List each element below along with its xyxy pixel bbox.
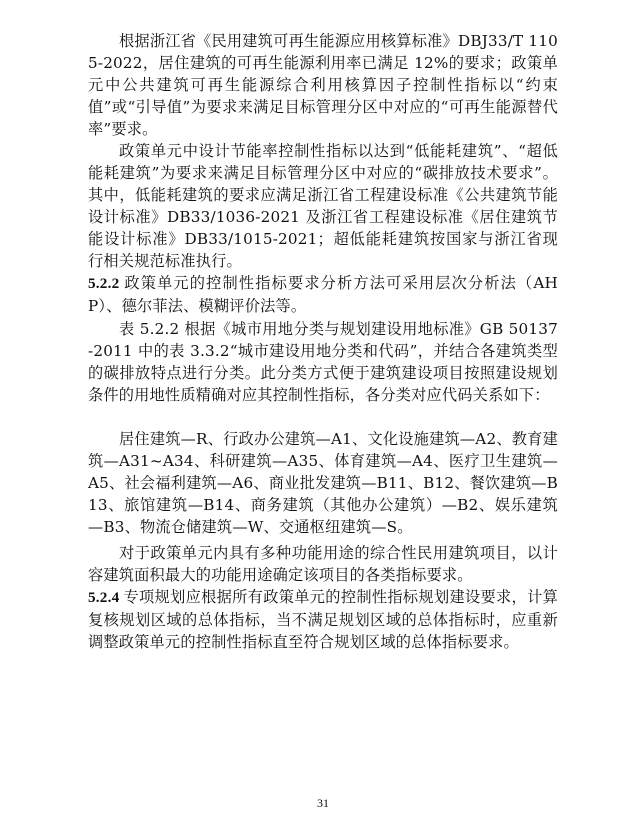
clause-text: 政策单元的控制性指标要求分析方法可采用层次分析法（AHP）、德尔菲法、模糊评价法等。 [88,274,558,315]
paragraph-building-codes [88,428,558,538]
paragraph-table-classification [88,318,558,406]
clause-5-2-2 [88,272,558,317]
clause-text: 专项规划应根据所有政策单元的控制性指标规划建设要求，计算复核规划区域的总体指标，当不满足规划区域的总体指标时，应重新调整政策单元的控制性指标直至符合规划区域的总体指标要求。 [88,588,558,651]
paragraph-mixed-use [88,542,558,586]
paragraph-renewable-energy [88,30,558,140]
clause-number: 5.2.4 [88,589,120,606]
document-page [88,0,558,820]
clause-5-2-4 [88,586,558,653]
page-number: 31 [317,796,329,810]
clause-number: 5.2.2 [88,275,120,292]
paragraph-text: 居住建筑—R、行政办公建筑—A1、文化设施建筑—A2、教育建筑—A31~A34、科研建筑—A35、体育建筑—A4、医疗卫生建筑—A5、社会福利建筑—A6、商业批发建筑—B11、B12、餐饮建筑—B13、旅馆建筑—B14、商务建筑（其他办公建筑）—B2、娱乐建筑—B3、物流仓储建筑—W、交通枢纽建筑—S。 [88,430,558,536]
paragraph-text: 政策单元中设计节能率控制性指标以达到“低能耗建筑”、“超低能耗建筑”为要求来满足目标管理分区中对应的“碳排放技术要求”。其中，低能耗建筑的要求应满足浙江省工程建设标准《公共建筑节能设计标准》DB33/1036-2021 及浙江省工程建设标准《居住建筑节能设计标准》DB33/1015-2021；超低能耗建筑按国家与浙江省现行相关规范标准执行。 [88,142,558,270]
paragraph-text: 根据浙江省《民用建筑可再生能源应用核算标准》DBJ33/T 1105-2022，居住建筑的可再生能源利用率已满足 12%的要求；政策单元中公共建筑可再生能源综合利用核算因子控制性指标以“约束值”或“引导值”为要求来满足目标管理分区中对应的“可再生能源替代率”要求。 [88,32,558,138]
paragraph-text: 表 5.2.2 根据《城市用地分类与规划建设用地标准》GB 50137-2011 中的表 3.3.2“城市建设用地分类和代码”，并结合各建筑类型的碳排放特点进行分类。此分类方式便于建筑建设项目按照建设规划条件的用地性质精确对应其控制性指标，各分类对应代码关系如下： [88,320,558,404]
paragraph-energy-saving-rate [88,140,558,272]
paragraph-text: 对于政策单元内具有多种功能用途的综合性民用建筑项目，以计容建筑面积最大的功能用途确定该项目的各类指标要求。 [88,544,558,584]
